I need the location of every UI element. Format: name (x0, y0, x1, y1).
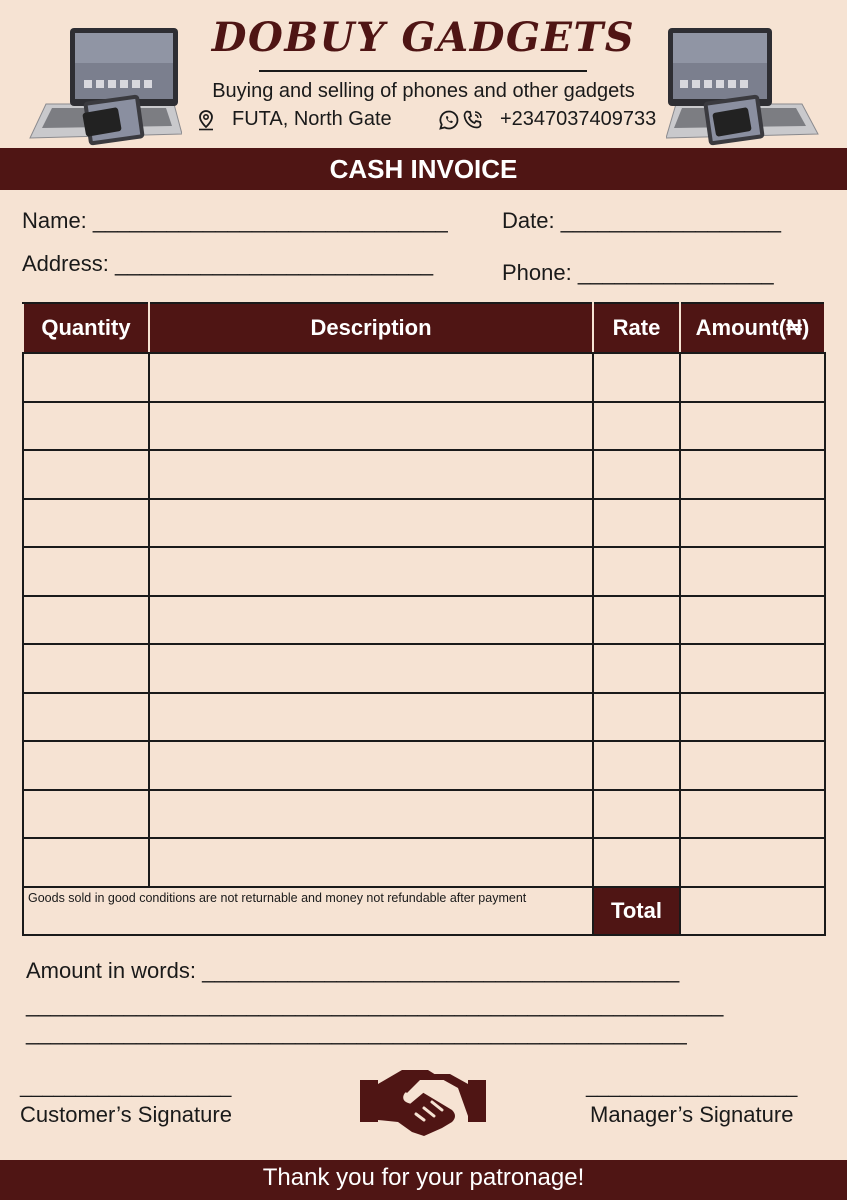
rate-cell[interactable] (593, 402, 680, 451)
invoice-title: CASH INVOICE (0, 148, 847, 190)
table-row (23, 838, 825, 887)
amount-cell[interactable] (680, 402, 825, 451)
customer-signature-line: ___________________ (20, 1076, 232, 1098)
amount-in-words-line-1: _______________________________________ (202, 958, 680, 983)
phone-contact (438, 108, 656, 131)
amount-cell[interactable] (680, 353, 825, 402)
table-row (23, 741, 825, 790)
quantity-cell[interactable] (23, 547, 149, 596)
amount-cell[interactable] (680, 741, 825, 790)
footer-thanks: Thank you for your patronage! (0, 1160, 847, 1200)
rate-cell[interactable] (593, 547, 680, 596)
quantity-cell[interactable] (23, 790, 149, 839)
amount-in-words-line-3: ______________________________________________________ (26, 1020, 687, 1045)
header-rate: Rate (593, 303, 680, 353)
table-row (23, 644, 825, 693)
description-cell[interactable] (149, 693, 593, 742)
rate-cell[interactable] (593, 596, 680, 645)
description-cell[interactable] (149, 741, 593, 790)
rate-cell[interactable] (593, 741, 680, 790)
description-cell[interactable] (149, 499, 593, 548)
name-blank: _____________________________ (92, 208, 448, 233)
table-row (23, 693, 825, 742)
brand-divider (259, 70, 587, 72)
table-row (23, 547, 825, 596)
phone-blank: ________________ (577, 260, 774, 285)
description-cell[interactable] (149, 838, 593, 887)
table-footer-row (23, 887, 825, 935)
amount-cell[interactable] (680, 450, 825, 499)
quantity-cell[interactable] (23, 596, 149, 645)
description-cell[interactable] (149, 644, 593, 693)
amount-cell[interactable] (680, 547, 825, 596)
invoice-table (22, 302, 826, 936)
address-label: Address: (22, 251, 109, 276)
amount-cell[interactable] (680, 499, 825, 548)
amount-in-words-line-2: _________________________________________________________ (26, 992, 724, 1017)
quantity-cell[interactable] (23, 838, 149, 887)
table-header-row (23, 303, 825, 353)
amount-cell[interactable] (680, 790, 825, 839)
rate-cell[interactable] (593, 790, 680, 839)
amount-cell[interactable] (680, 838, 825, 887)
total-amount-cell[interactable] (680, 887, 825, 935)
date-label: Date: (502, 208, 555, 233)
address-blank: __________________________ (114, 251, 434, 276)
description-cell[interactable] (149, 596, 593, 645)
address-field (22, 251, 433, 277)
brand-name: DOBUY GADGETS (211, 14, 636, 61)
amount-in-words-label: Amount in words: (26, 958, 196, 983)
whatsapp-icon (438, 109, 460, 131)
amount-cell[interactable] (680, 596, 825, 645)
date-blank: __________________ (560, 208, 781, 233)
description-cell[interactable] (149, 450, 593, 499)
header-amount: Amount(₦) (680, 303, 825, 353)
phone-icon (462, 109, 484, 131)
location-text: FUTA, North Gate (232, 108, 392, 130)
phone-label: Phone: (502, 260, 572, 285)
table-row (23, 790, 825, 839)
quantity-cell[interactable] (23, 499, 149, 548)
quantity-cell[interactable] (23, 644, 149, 693)
description-cell[interactable] (149, 790, 593, 839)
name-label: Name: (22, 208, 87, 233)
rate-cell[interactable] (593, 693, 680, 742)
quantity-cell[interactable] (23, 353, 149, 402)
location-pin-icon (196, 109, 216, 131)
quantity-cell[interactable] (23, 402, 149, 451)
rate-cell[interactable] (593, 838, 680, 887)
tagline: Buying and selling of phones and other gadgets (212, 80, 635, 102)
quantity-cell[interactable] (23, 693, 149, 742)
manager-signature-label: Manager’s Signature (590, 1102, 794, 1127)
description-cell[interactable] (149, 353, 593, 402)
table-row (23, 499, 825, 548)
table-row (23, 402, 825, 451)
description-cell[interactable] (149, 547, 593, 596)
terms-note: Goods sold in good conditions are not returnable and money not refundable after payment (23, 887, 593, 935)
rate-cell[interactable] (593, 499, 680, 548)
header-description: Description (149, 303, 593, 353)
rate-cell[interactable] (593, 353, 680, 402)
location (196, 108, 392, 131)
handshake-icon (358, 1062, 488, 1138)
amount-in-words (26, 958, 679, 984)
description-cell[interactable] (149, 402, 593, 451)
rate-cell[interactable] (593, 450, 680, 499)
amount-cell[interactable] (680, 693, 825, 742)
table-row (23, 450, 825, 499)
quantity-cell[interactable] (23, 450, 149, 499)
phone-field (502, 260, 774, 286)
quantity-cell[interactable] (23, 741, 149, 790)
manager-signature-line: ___________________ (586, 1076, 798, 1098)
customer-signature-label: Customer’s Signature (20, 1102, 232, 1127)
amount-cell[interactable] (680, 644, 825, 693)
phone-number: +2347037409733 (500, 108, 657, 130)
rate-cell[interactable] (593, 644, 680, 693)
total-label: Total (593, 887, 680, 935)
name-field (22, 208, 448, 234)
date-field (502, 208, 781, 234)
table-row (23, 353, 825, 402)
header-quantity: Quantity (23, 303, 149, 353)
table-row (23, 596, 825, 645)
